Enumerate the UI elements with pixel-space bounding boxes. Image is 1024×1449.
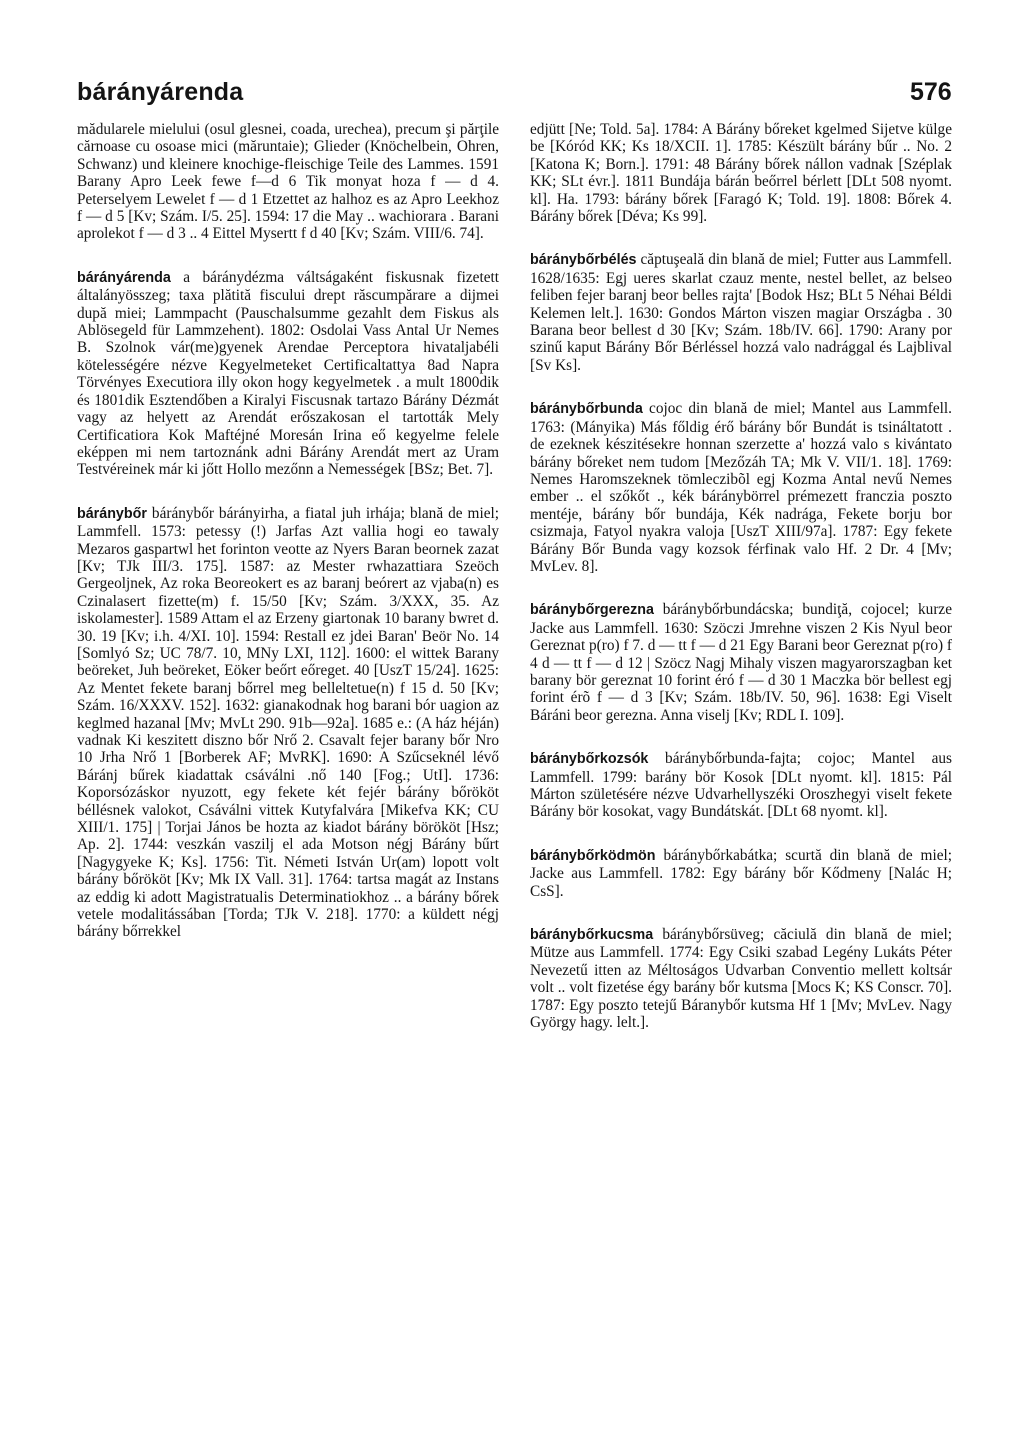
entry-lemma: báránybőr [77, 505, 147, 522]
entry-baranyborkucsma [530, 926, 952, 1031]
entry-baranyborkodmon [530, 847, 952, 900]
entry-text: báránybőr bárányirha, a fiatal juh irhája; blană de miel; Lammfell. 1573: petessy (!) Jarfas Azt vallia hogi eo tawaly Mezaros gaspartwl het forinton veotte az Nyers Baran beornek zazat [Kv; TJk III/3. 175]. 1587: az Mester rwhazattiara Szeöch Gergeoljnek, Az roka Beoreokert es az baranj beórert az vjaba(n) es Czinalasert fizette(m) f. 15/50 [Kv; Szám. 3/XXX, 35. Az iskolamester]. 1589 Attam el az Erzeny giartonak 10 barany bwret d. 30. 19 [Kv; i.h. 4/XI. 10]. 1594: Restall ez jdei Baran' Beör No. 14 [Somlyó Sz; UC 78/7. 10, MNy LXI, 112]. 1600: el wittek Barany beöreket, Juh beöreket, Eöker beőrt eőreget. 40 [UszT 15/24]. 1625: Az Mentet fekete baranj bőrrel meg belleltetue(n) f 15 d. 50 [Kv; Szám. 16/XXXV. 152]. 1632: gianakodnak hog barani bór uagion az keglmed hazanal [Mv; MvLt 290. 91b—92a]. 1685 e.: (A ház héján) vadnak Ki keszitett diszno bőr Nrő 2. Csavalt fejer barany bőr Nro 10 Jrha Nrő 1 [Borberek AF; MvRK]. 1690: A Szűcseknél lévő Báránj bűrek kiadattak csáválni .nő 140 [Fog.; UtI]. 1736: Koporsózáskor nyuzott, egy fekete két fejér bárány bőrököt béllésnek valokot, Csáválni vittek Kutyfalvára [Mikefva KK; CU XIII/1. 175] | Torjai János be hozta az kiadot bárány börököt [Hsz; Ap. 2]. 1744: veszkán vaszilj el ada Motson négj Bárány bűrt [Nagygyeke K; Ks]. 1756: Tit. Németi István Ur(am) lopott volt bárány bőrököt [Kv; Mk IX Vall. 31]. 1764: tartsa magát az Instans az eddig ki adott Magistratualis Determinatiokhoz .. a bárány bőrek vetele modalitássában [Torda; TJk V. 218]. 1770: a küldett négj bárány bőrrekkel [77, 504, 499, 941]
entry-text: cojoc din blană de miel; Mantel aus Lammfell. 1763: (Mányika) Más főldig érő bárány bőr Bundát is tsináltatott . de ezeknek készitésekre honnan szerzette a' hozzá valo s kivántato bárány bőreket nem tudom [Mezőzáh TA; Mk V. VII/1. 18]. 1769: Nemes Haromszeknek tömleczibõl egj Kozma Antal nevű Nemes ember .. el szőkőt ., kék báránybörrel prémezett franczia poszto mentéje, bárány bőr bundája, Kék nadrága, Fekete borju bor csizmaja, Fatyol nyakra valoja [UszT XIII/97a]. 1787: Egy fekete Bárány Bőr Bunda vagy kozsok férfinak valo Hf. 2 Dr. 4 [Mv; MvLev. 8]. [530, 400, 952, 575]
entry-lemma: báránybőrbélés [530, 252, 637, 269]
entry-baranyborgerezna [530, 601, 952, 724]
entry-lemma: báránybőrködmön [530, 847, 656, 864]
entry-baranybor [77, 505, 499, 941]
entry-text: báránybőrbundácska; bundiţă, cojocel; kurze Jacke aus Lammfell. 1630: Szöczi Jmrehne viszen 2 Kis Nyul beor Gereznat p(ro) f 7. d — tt f — d 21 Egy Barani beor Gereznat p(ro) f 4 d — tt f — d 12 | Szöcz Nagj Mihaly viszen magyarorszagban ket barany bör gereznat 10 forint éró f — d 30 1 Maczka bör bellest egj forint érõ f — d 3 [Kv; Szám. 18b/IV. 50, 96]. 1638: Egi Viselt Báráni beor gerezna. Anna viselj [Kv; RDL I. 109]. [530, 601, 952, 724]
entry-lemma: báránybőrkucsma [530, 927, 654, 944]
page-number: 576 [910, 78, 952, 106]
entry-lemma: bárányárenda [77, 269, 171, 286]
left-column [77, 121, 499, 967]
entry-baranyborkozsok [530, 750, 952, 821]
entry-baranyarenda [77, 269, 499, 479]
entry-text: căptuşeală din blană de miel; Futter aus Lammfell. 1628/1635: Egj ueres skarlat czauz mente, nestel bellet, az belseo feliben fejer baranj beor belles rajta' [Bodok Hsz; BLt 5 Néhai Béldi Kelemen lelt.]. 1630: Gondos Márton viszen magiar Országba . 30 Barana beor bellest d 30 [Kv; Szám. 18b/IV. 66]. 1790: Arany por szinű kaput Bárány Bőr Bérléssel hozzá valo nadrággal és Lajblival [Sv Ks]. [530, 251, 952, 374]
right-column [530, 121, 952, 1057]
entry-text: mădularele mielului (osul glesnei, coada, urechea), precum şi părţile cărnoase cu osoase mici (măruntaie); Glieder (Knöchelbein, Ohren, Schwanz) und kleinere knochige-fleischige Teile des Lammes. 1591 Barany Apro Leek fewe f—d 6 Tik monyat hoza f — d 4. Peterselyem Lewelet f — d 1 Etzettet az halhoz es az Apro Leekhoz f — d 5 [Kv; Szám. I/5. 25]. 1594: 17 die May .. wachiorara . Barani aprolekot f — d 3 .. 4 Eittel Mysertt f d 40 [Kv; Szám. VIII/6. 74]. [77, 121, 499, 243]
entry-lemma: báránybőrbunda [530, 401, 643, 418]
entry-text: edjütt [Ne; Told. 5a]. 1784: A Bárány bőreket kgelmed Sijetve külge be [Kóród KK; Ks 18/XCII. 1]. 1785: Készült bárány bűr .. No. 2 [Katona K; Born.]. 1791: 48 Bárány bőrek nállon vadnak [Széplak KK; SLt évr.]. 1811 Bundája bárán beőrrel bérlett [DLt 508 nyomt. kl]. Ha. 1793: bárány bőrek [Faragó K; Told. 19]. 1808: Bőrek 4. Bárány bőrek [Déva; Ks 99]. [530, 121, 952, 226]
entry-continuation [530, 121, 952, 225]
entry-baranyborbunda [530, 400, 952, 575]
entry-continuation [77, 121, 499, 243]
entry-lemma: báránybőrkozsók [530, 751, 649, 768]
entry-text: báránybőrkabátka; scurtă din blană de miel; Jacke aus Lammfell. 1782: Egy bárány bőr Kődmeny [Nalác H; CsS]. [530, 846, 952, 900]
entry-text: báránybőrbunda-fajta; cojoc; Mantel aus Lammfell. 1799: barány bör Kosok [DLt nyomt. kl]. 1815: Pál Márton születésére nézve Udvarhellyszéki Oroszhegyi viselt fekete Bárány bör kosokat, vagy Bundátskát. [DLt 68 nyomt. kl]. [530, 750, 952, 821]
entry-baranyborbeles [530, 251, 952, 374]
entry-text: báránybőrsüveg; căciulă din blană de miel; Mütze aus Lammfell. 1774: Egy Csiki szabad Legény Lukáts Péter Nevezetű itten az Méltoságos Udvarban Conventio mellett koltsár volt .. volt fizetése égy barány bőr kutsma [Mocs K; KS Conscr. 70]. 1787: Egy poszto tetejű Báranybőr kutsma Hf 1 [Mv; MvLev. Nagy György hagy. lelt.]. [530, 926, 952, 1032]
running-head-word: bárányárenda [77, 78, 244, 106]
entry-text: a báránydézma váltságaként fiskusnak fizetett általányösszeg; taxa plătită fiscului drept răscumpărare a dijmei după miei; Lammpacht (Pauschalsumme gezahlt dem Fiskus als Ablösegeld für Lammzehent). 1802: Osdolai Vass Antal Ur Nemes B. Szolnok vár(me)gyenek Arendae Perceptora hivataljabéli kötelességére nézve Kegyelmeteket Certificaltattya 8ad Napra Törvényes Executiora illy okon hogy kegyelmetek . a mult 1800dik és 1801dik Esztendőben a Kiralyi Fiscusnak tartazo Bárány Dézmát vagy az helyett az Arendát erőszakosan el tartották Mely Certificatiora Kok Maftéjné Moresán Irina eő kegyelme felele eképpen mi nem tartoznánk adni Bárány Arendát mert az Uram Testvéreinek már ki jőtt Hollo mezőnn a Nemességek [BSz; Bet. 7]. [77, 268, 499, 479]
entry-lemma: báránybőrgerezna [530, 602, 654, 619]
